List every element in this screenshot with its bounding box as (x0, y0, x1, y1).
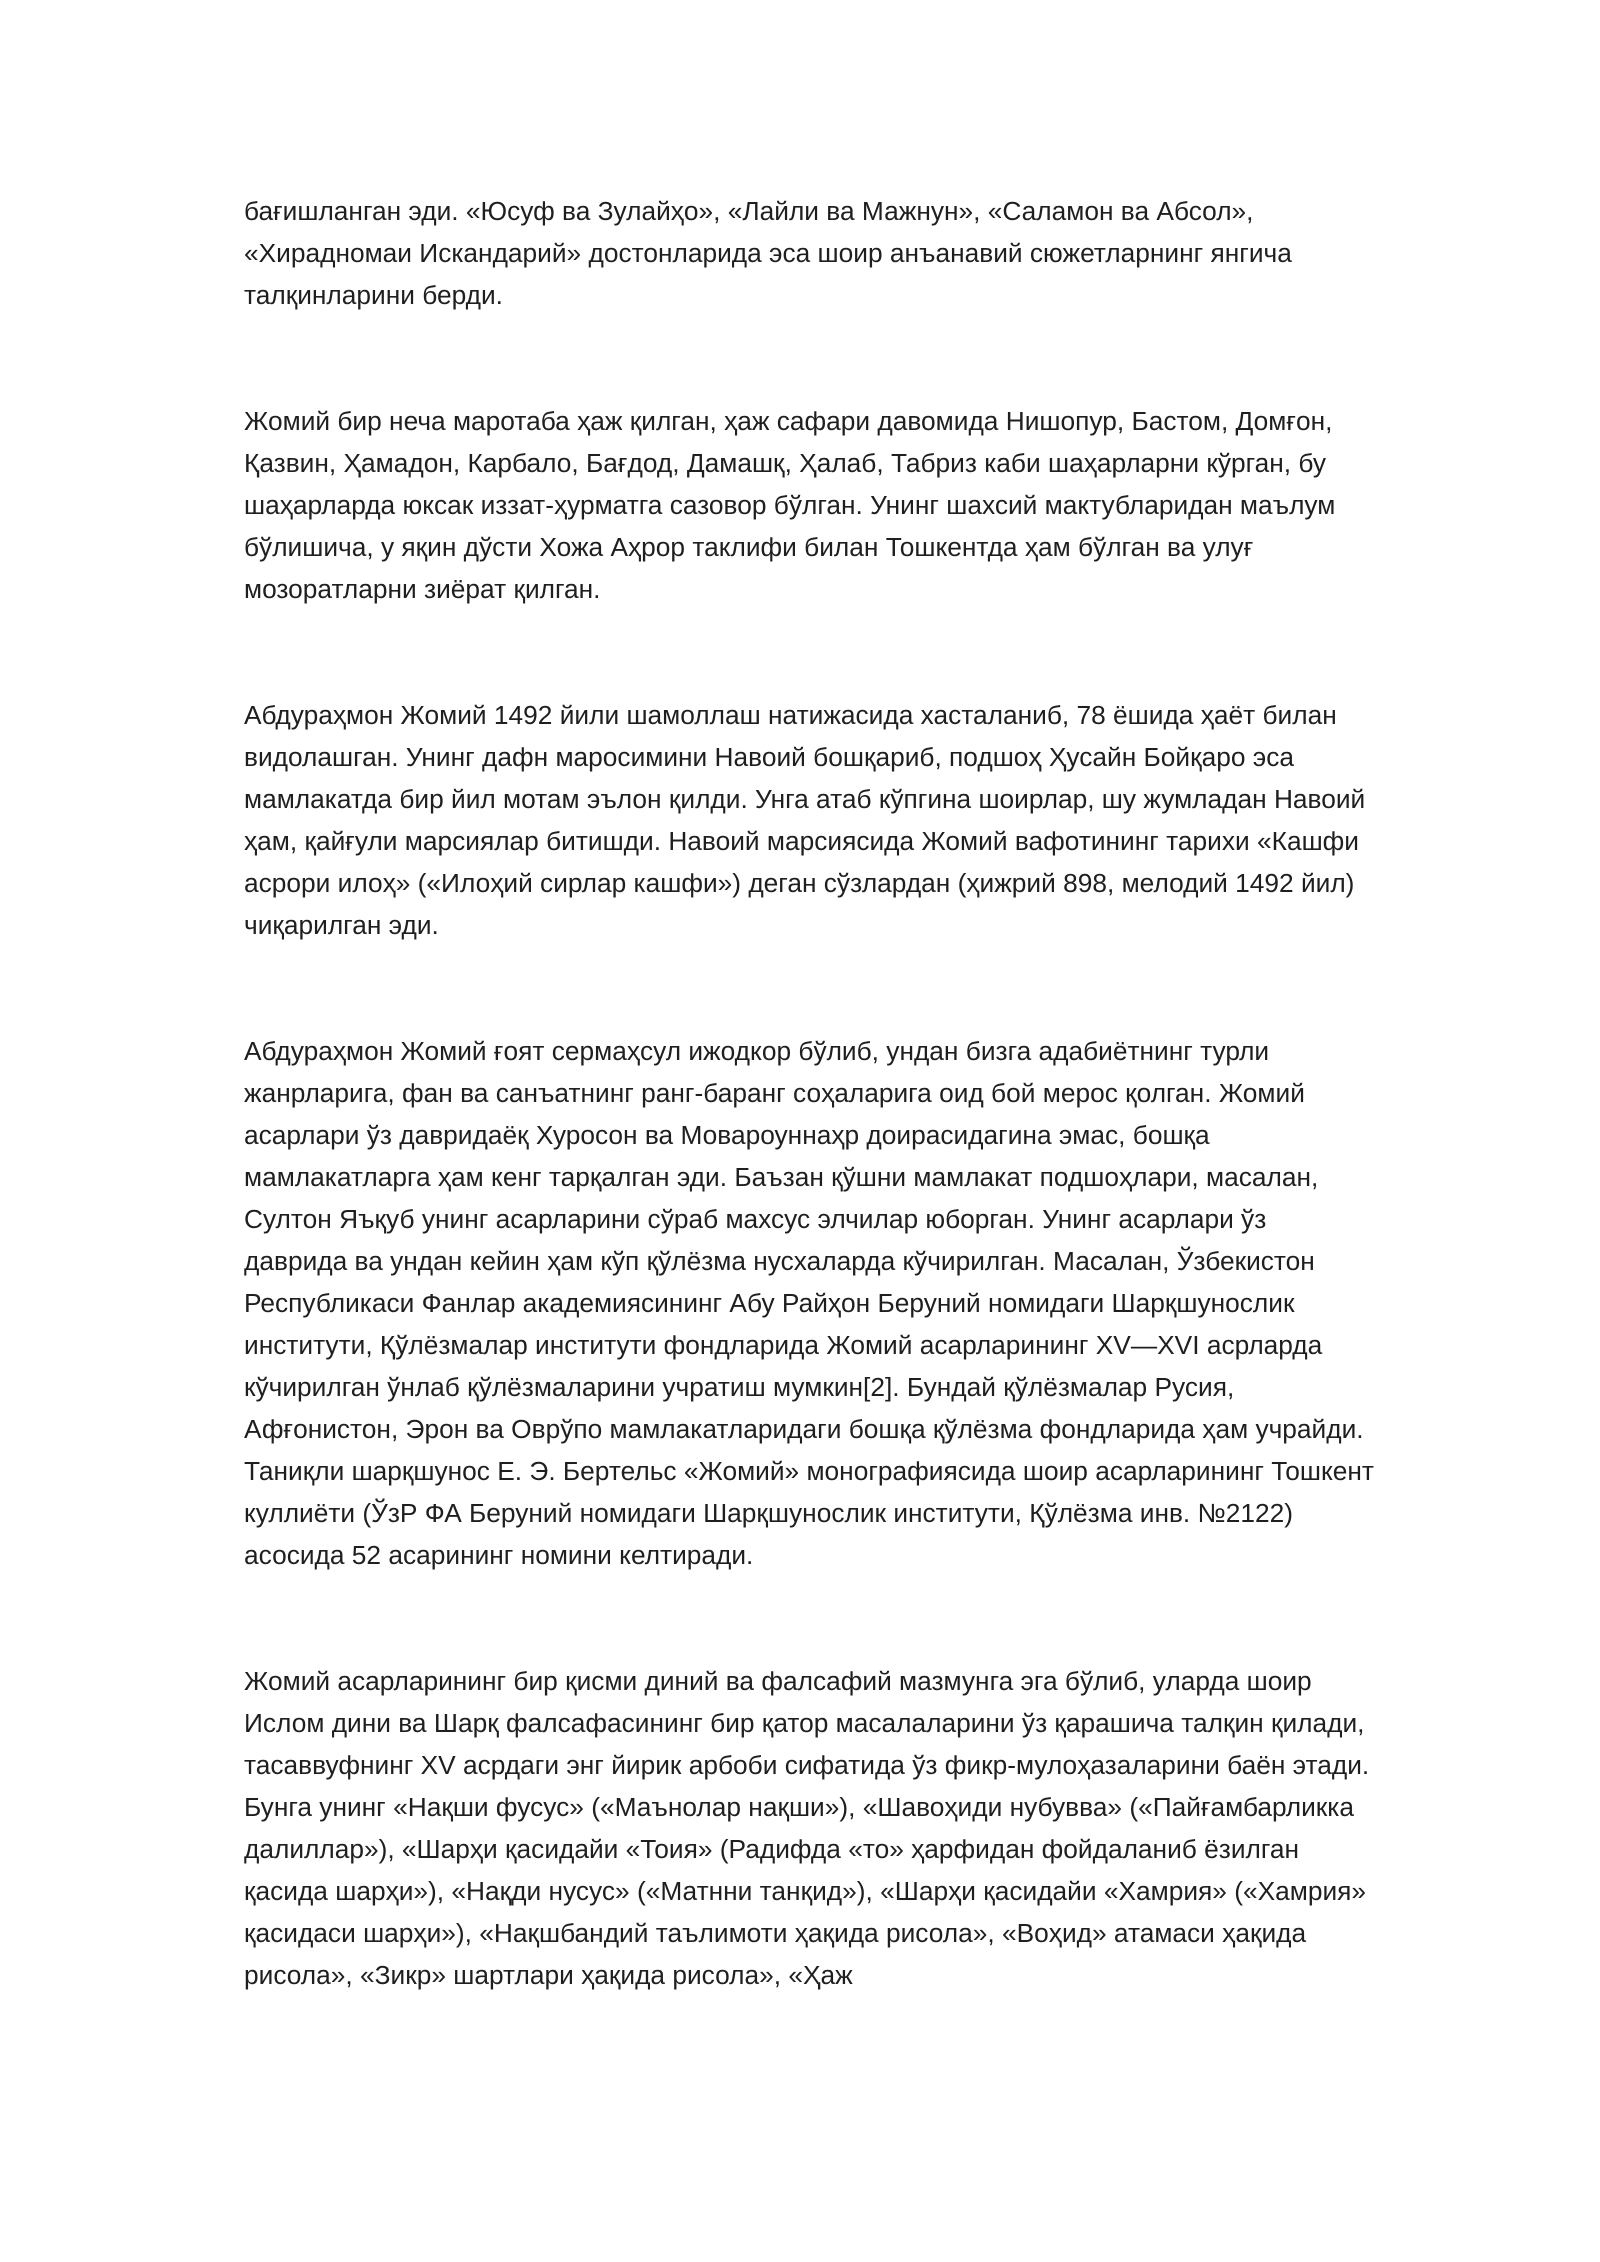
paragraph-5: Жомий асарларининг бир қисми диний ва фалсафий мазмунга эга бўлиб, уларда шоир Ислом дини ва Шарқ фалсафасининг бир қатор масалаларини ўз қарашича талқин қилади, тасаввуфнинг XV асрдаги энг йирик арбоби сифатида ўз фикр-мулоҳазаларини баён этади. Бунга унинг «Нақши фусус» («Маънолар нақши»), «Шавоҳиди нубувва» («Пайғамбарликка далиллар»), «Шарҳи қасидайи «Тоия» (Радифда «то» ҳарфидан фойдаланиб ёзилган қасида шарҳи»), «Нақди нусус» («Матнни танқид»), «Шарҳи қасидайи «Хамрия» («Хамрия» қасидаси шарҳи»), «Нақшбандий таълимоти ҳақида рисола», «Воҳид» атамаси ҳақида рисола», «Зикр» шартлари ҳақида рисола», «Ҳаж (244, 1666, 1370, 1990)
paragraph-1: бағишланган эди. «Юсуф ва Зулайҳо», «Лайли ва Мажнун», «Саламон ва Абсол», «Хирадномаи Искандарий» достонларида эса шоир анъанавий сюжетларнинг янгича талқинларини берди. (244, 196, 1292, 310)
document-body (244, 190, 1374, 1996)
paragraph-2: Жомий бир неча маротаба ҳаж қилган, ҳаж сафари давомида Нишопур, Бастом, Домғон, Қазвин, Ҳамадон, Карбало, Бағдод, Дамашқ, Ҳалаб, Табриз каби шаҳарларни кўрган, бу шаҳарларда юксак иззат-ҳурматга сазовор бўлган. Унинг шахсий мактубларидан маълум бўлишича, у яқин дўсти Хожа Аҳрор таклифи билан Тошкентда ҳам бўлган ва улуғ мозоратларни зиёрат қилган. (244, 406, 1336, 604)
paragraph-3: Абдураҳмон Жомий 1492 йили шамоллаш натижасида хасталаниб, 78 ёшида ҳаёт билан видолашган. Унинг дафн маросимини Навоий бошқариб, подшоҳ Ҳусайн Бойқаро эса мамлакатда бир йил мотам эълон қилди. Унга атаб кўпгина шоирлар, шу жумладан Навоий ҳам, қайғули марсиялар битишди. Навоий марсиясида Жомий вафотининг тарихи «Кашфи асрори илоҳ» («Илоҳий сирлар кашфи») деган сўзлардан (ҳижрий 898, мелодий 1492 йил) чиқарилган эди. (244, 700, 1366, 940)
paragraph-4: Абдураҳмон Жомий ғоят сермаҳсул ижодкор бўлиб, ундан бизга адабиётнинг турли жанрларига, фан ва санъатнинг ранг-баранг соҳаларига оид бой мерос қолган. Жомий асарлари ўз давридаёқ Хуросон ва Мовароуннаҳр доирасидагина эмас, бошқа мамлакатларга ҳам кенг тарқалган эди. Баъзан қўшни мамлакат подшоҳлари, масалан, Султон Яъқуб унинг асарларини сўраб махсус элчилар юборган. Унинг асарлари ўз даврида ва ундан кейин ҳам кўп қўлёзма нусхаларда кўчирилган. Масалан, Ўзбекистон Республикаси Фанлар академиясининг Абу Райҳон Беруний номидаги Шарқшунослик институти, Қўлёзмалар институти фондларида Жомий асарларининг XV—XVI асрларда кўчирилган ўнлаб қўлёзмаларини учратиш мумкин[2]. Бундай қўлёзмалар Русия, Афғонистон, Эрон ва Оврўпо мамлакатларидаги бошқа қўлёзма фондларида ҳам учрайди. Таниқли шарқшунос Е. Э. Бертельс «Жомий» монографиясида шоир асарларининг Тошкент куллиёти (ЎзР ФА Беруний номидаги Шарқшунослик институти, Қўлёзма инв. №2122) асосида 52 асарининг номини келтиради. (244, 1036, 1374, 1570)
